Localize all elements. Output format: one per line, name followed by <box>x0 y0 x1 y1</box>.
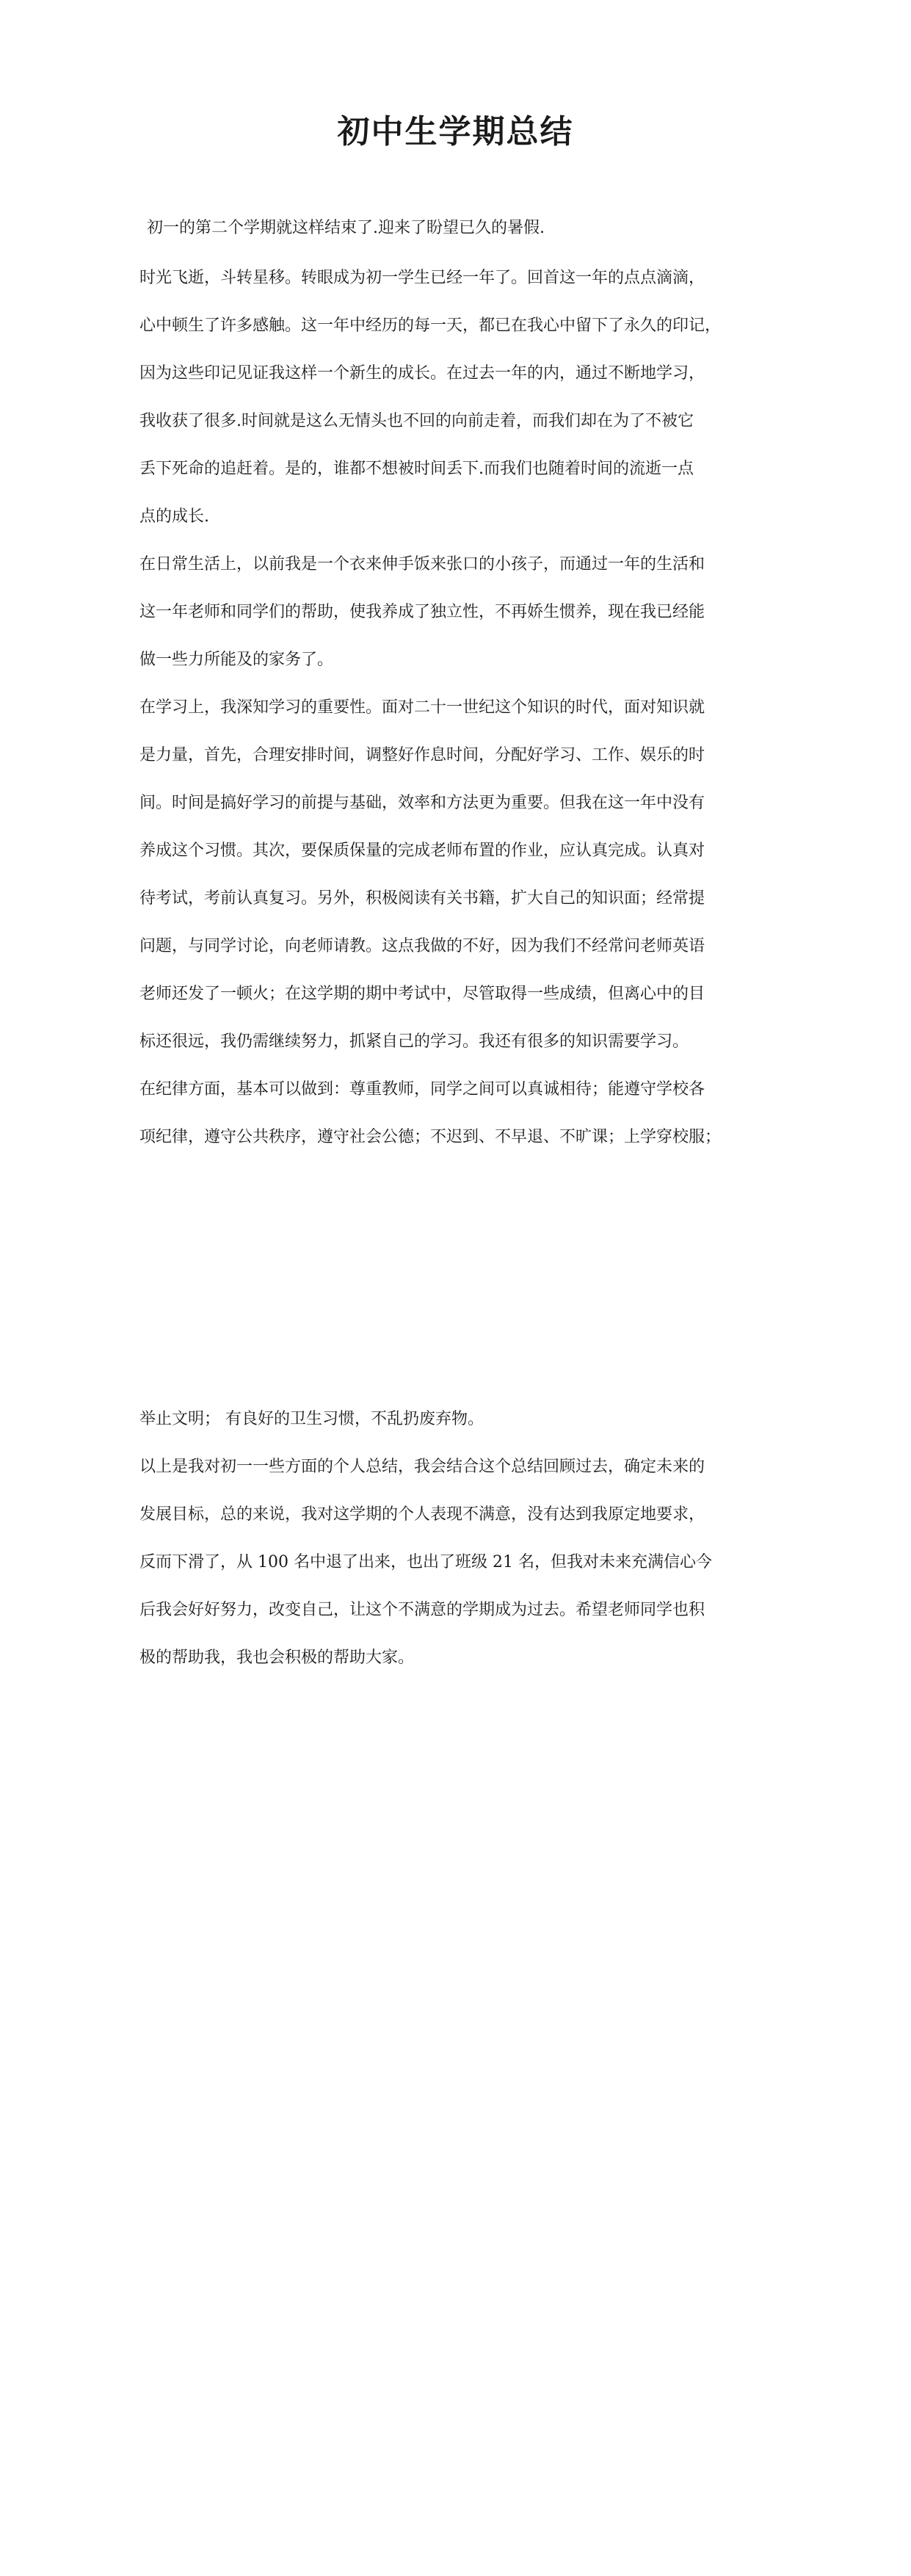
text-line: 举止文明； 有良好的卫生习惯，不乱扔废弃物。 <box>139 1410 484 1428</box>
closing-paragraphs <box>139 1395 777 1682</box>
text-line: 以上是我对初一一些方面的个人总结，我会结合这个总结回顾过去，确定未来的 <box>139 1458 705 1476</box>
text-line: 发展目标，总的来说，我对这学期的个人表现不满意，没有达到我原定地要求， <box>139 1505 705 1524</box>
text-line: 极的帮助我，我也会积极的帮助大家。 <box>139 1649 415 1667</box>
text-line: 我收获了很多.时间就是这么无情头也不回的向前走着，而我们却在为了不被它 <box>139 412 694 430</box>
text-line: 点的成长. <box>139 507 209 526</box>
text-line: 后我会好好努力，改变自己，让这个不满意的学期成为过去。希望老师同学也积 <box>139 1601 705 1619</box>
text-line: 是力量，首先，合理安排时间，调整好作息时间，分配好学习、工作、娱乐的时 <box>139 746 705 764</box>
text-line: 问题，与同学讨论，向老师请教。这点我做的不好，因为我们不经常问老师英语 <box>139 937 705 955</box>
text-line: 间。时间是搞好学习的前提与基础，效率和方法更为重要。但我在这一年中没有 <box>139 794 705 812</box>
text-line: 做一些力所能及的家务了。 <box>139 651 334 669</box>
document-title: 初中生学期总结 <box>337 113 574 151</box>
text-line: 待考试，考前认真复习。另外，积极阅读有关书籍，扩大自己的知识面；经常提 <box>139 889 705 908</box>
text-line: 在学习上，我深知学习的重要性。面对二十一世纪这个知识的时代，面对知识就 <box>139 698 705 717</box>
text-line: 养成这个习惯。其次，要保质保量的完成老师布置的作业，应认真完成。认真对 <box>139 842 705 860</box>
text-line: 这一年老师和同学们的帮助，使我养成了独立性，不再娇生惯养，现在我已经能 <box>139 603 705 621</box>
text-line: 时光飞逝，斗转星移。转眼成为初一学生已经一年了。回首这一年的点点滴滴， <box>139 269 705 287</box>
text-line: 因为这些印记见证我这样一个新生的成长。在过去一年的内，通过不断地学习， <box>139 364 705 383</box>
text-line: 项纪律，遵守公共秩序，遵守社会公德；不迟到、不早退、不旷课；上学穿校服； <box>139 1128 722 1146</box>
text-line: 反而下滑了，从 100 名中退了出来，也出了班级 21 名，但我对未来充满信心今 <box>139 1553 712 1571</box>
text-line: 丢下死命的追赶着。是的，谁都不想被时间丢下.而我们也随着时间的流逝一点 <box>139 460 694 478</box>
text-line: 老师还发了一顿火；在这学期的期中考试中，尽管取得一些成绩，但离心中的目 <box>139 985 705 1003</box>
main-paragraphs <box>139 254 777 1161</box>
text-line: 心中顿生了许多感触。这一年中经历的每一天，都已在我心中留下了永久的印记， <box>139 316 722 335</box>
intro-line: 初一的第二个学期就这样结束了.迎来了盼望已久的暑假. <box>147 219 545 237</box>
text-line: 在纪律方面，基本可以做到：尊重教师，同学之间可以真诚相待；能遵守学校各 <box>139 1080 705 1099</box>
text-line: 在日常生活上，以前我是一个衣来伸手饭来张口的小孩子，而通过一年的生活和 <box>139 555 705 574</box>
text-line: 标还很远，我仍需继续努力，抓紧自己的学习。我还有很多的知识需要学习。 <box>139 1032 689 1051</box>
